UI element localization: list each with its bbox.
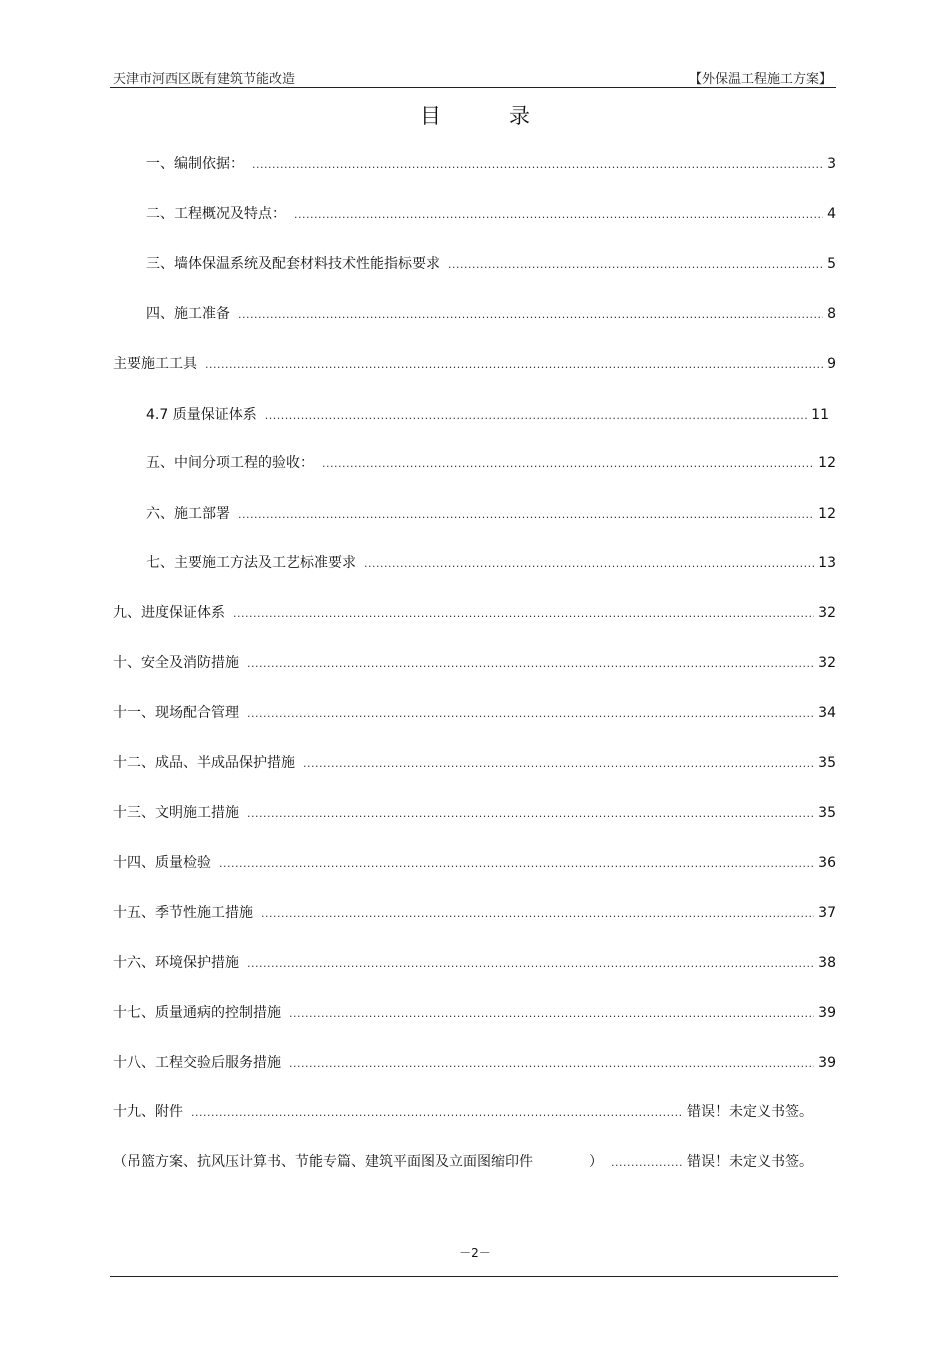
toc-entry-page: 5 [827,256,836,272]
toc-entry-label: 九、进度保证体系 [113,605,225,621]
toc-entry[interactable] [113,903,836,924]
toc-entry-label: 4.7 质量保证体系 [146,407,257,423]
toc-entry-label: 十七、质量通病的控制措施 [113,1005,281,1021]
toc-leader-dots [247,804,814,824]
toc-entry[interactable] [113,354,836,375]
toc-entry[interactable] [146,204,836,225]
toc-entry-label: 十六、环境保护措施 [113,955,239,971]
page-number: －2－ [459,1246,491,1260]
toc-entry[interactable] [113,1003,836,1024]
toc-leader-dots [261,904,814,924]
toc-entry-label: 十五、季节性施工措施 [113,905,253,921]
toc-entry[interactable] [146,405,829,426]
toc-leader-dots [611,1153,683,1173]
toc-entry[interactable] [113,953,836,974]
toc-entry-page: 11 [811,407,829,423]
footer-divider [110,1276,838,1277]
toc-entry-page: 8 [827,306,836,322]
toc-entry-page: 4 [827,206,836,222]
toc-leader-dots [448,255,823,275]
toc-entry[interactable] [113,603,836,624]
header-right-title: 【外保温工程施工方案】 [688,72,832,87]
toc-entry[interactable] [113,1102,813,1123]
toc-entry-page: 35 [818,805,836,821]
toc-entry-label: 十二、成品、半成品保护措施 [113,755,295,771]
toc-entry-page: 错误！未定义书签。 [687,1154,813,1170]
toc-entry-label: 六、施工部署 [146,506,230,522]
title-char-1: 目 [420,104,441,128]
toc-entry-page: 37 [818,905,836,921]
header-left-title: 天津市河西区既有建筑节能改造 [113,72,296,87]
toc-entry[interactable] [113,653,836,674]
toc-leader-dots [205,355,823,375]
toc-entry[interactable] [146,504,836,525]
toc-leader-dots [238,305,823,325]
toc-entry-page: 32 [818,655,836,671]
toc-entry-label: 十三、文明施工措施 [113,805,239,821]
toc-entry-label: 十一、现场配合管理 [113,705,239,721]
toc-entry[interactable] [113,803,836,824]
toc-entry[interactable] [146,304,836,325]
toc-entry-page: 12 [818,455,836,471]
toc-leader-dots [191,1103,683,1123]
toc-entry[interactable] [146,154,836,175]
toc-leader-dots [247,704,814,724]
toc-entry-label: 十八、工程交验后服务措施 [113,1055,281,1071]
toc-entry[interactable] [146,553,836,574]
toc-leader-dots [289,1054,814,1074]
toc-leader-dots [303,754,814,774]
toc-entry-label: 十四、质量检验 [113,855,211,871]
toc-entry-page: 9 [827,356,836,372]
toc-leader-dots [364,554,814,574]
toc-entry-page: 39 [818,1005,836,1021]
toc-entry-page: 36 [818,855,836,871]
toc-entry-label: （吊篮方案、抗风压计算书、节能专篇、建筑平面图及立面图缩印件 ） [113,1154,603,1170]
toc-leader-dots [265,406,807,426]
toc-entry-page: 39 [818,1055,836,1071]
toc-entry-label: 四、施工准备 [146,306,230,322]
toc-entry-page: 错误！未定义书签。 [687,1104,813,1120]
toc-leader-dots [289,1004,814,1024]
toc-entry[interactable] [113,753,836,774]
title-char-2: 录 [509,104,530,128]
toc-entry-label: 七、主要施工方法及工艺标准要求 [146,555,356,571]
toc-entry[interactable] [113,1053,836,1074]
toc-entry-page: 35 [818,755,836,771]
toc-entry[interactable] [146,453,836,474]
toc-entry-label: 三、墙体保温系统及配套材料技术性能指标要求 [146,256,440,272]
toc-leader-dots [322,454,814,474]
toc-entry[interactable] [113,853,836,874]
toc-leader-dots [252,155,823,175]
toc-entry-page: 38 [818,955,836,971]
toc-entry-label: 十九、附件 [113,1104,183,1120]
toc-leader-dots [247,654,814,674]
toc-entry-page: 3 [827,156,836,172]
toc-entry-label: 一、编制依据： [146,156,244,172]
toc-entry-label: 五、中间分项工程的验收： [146,455,314,471]
toc-entry-page: 34 [818,705,836,721]
toc-entry[interactable] [113,1152,813,1173]
toc-entry-page: 13 [818,555,836,571]
toc-entry-label: 十、安全及消防措施 [113,655,239,671]
toc-entry-page: 32 [818,605,836,621]
toc-entry-label: 二、工程概况及特点： [146,206,286,222]
toc-leader-dots [233,604,814,624]
toc-leader-dots [247,954,814,974]
toc-entry[interactable] [113,703,836,724]
toc-leader-dots [294,205,823,225]
toc-entry-label: 主要施工工具 [113,356,197,372]
toc-entry-page: 12 [818,506,836,522]
toc-leader-dots [238,505,814,525]
toc-entry[interactable] [146,254,836,275]
toc-leader-dots [219,854,814,874]
